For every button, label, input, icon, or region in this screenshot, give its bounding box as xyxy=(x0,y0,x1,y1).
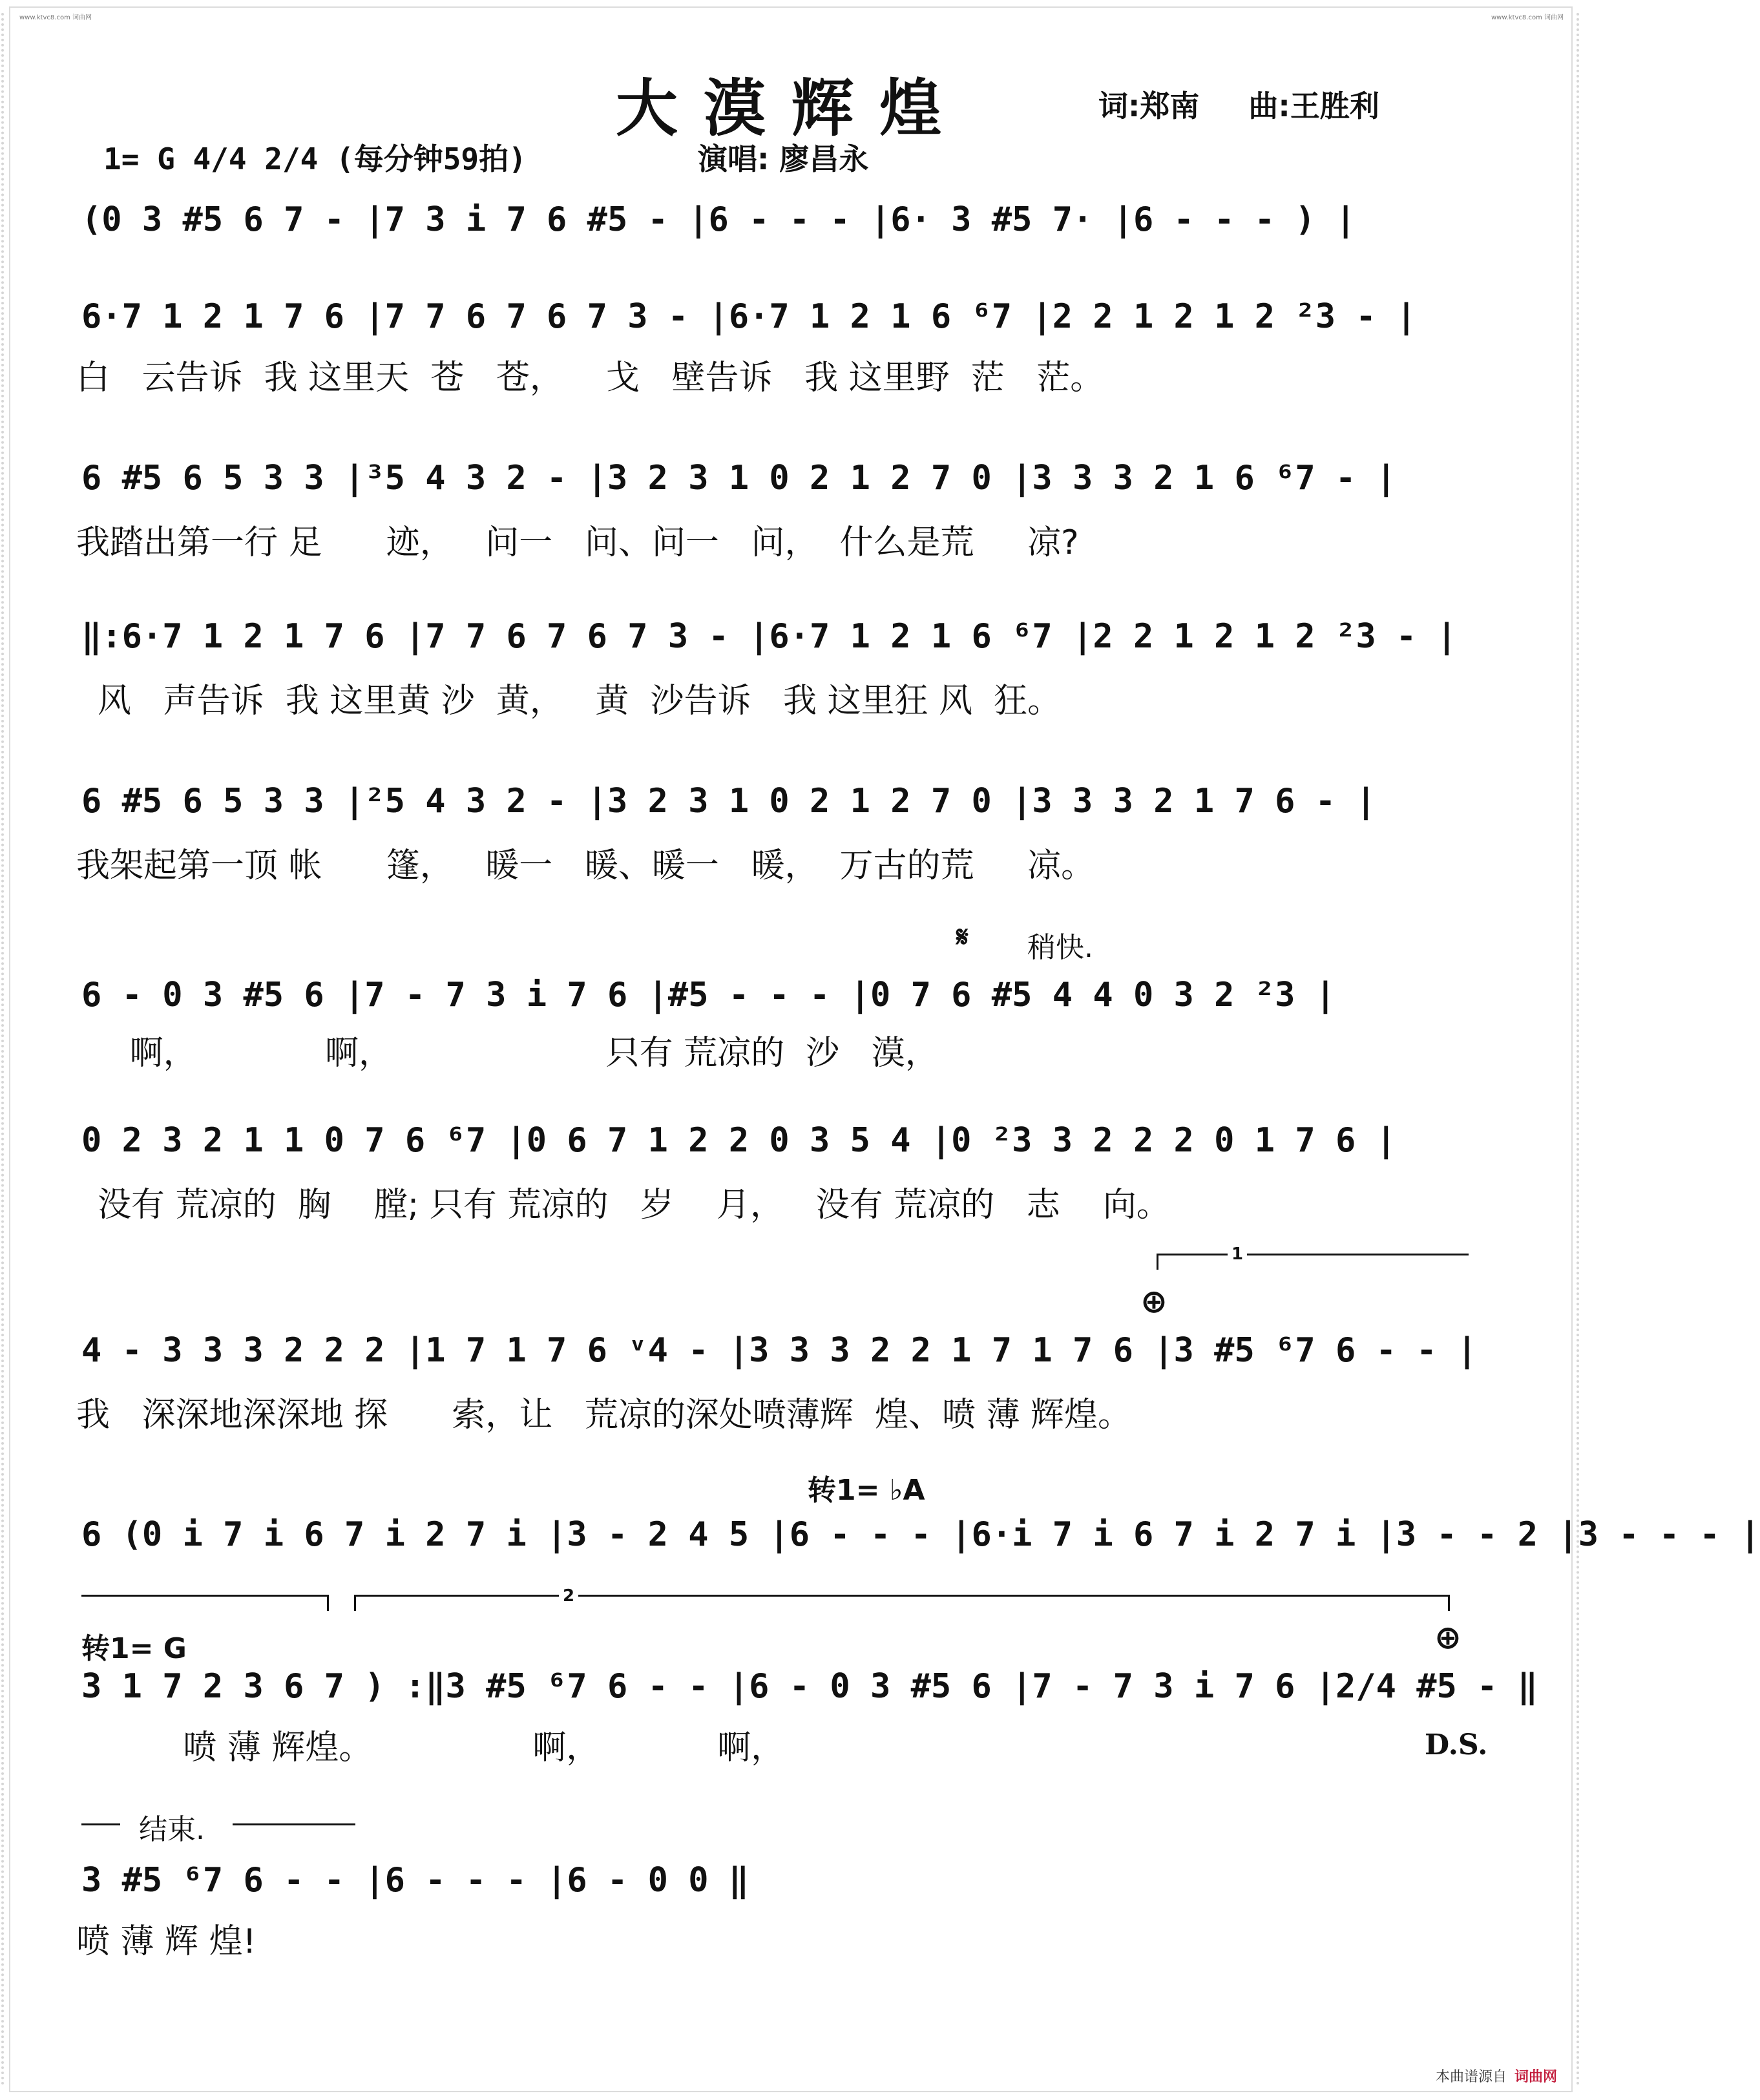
volta-2-number: 2 xyxy=(559,1586,578,1606)
volta-1-number: 1 xyxy=(1228,1244,1247,1264)
score-row-4-notes: ‖:6·7 1 2 1 7 6 |7 7 6 7 6 7 3 - |6·7 1 2 1 6 ⁶7 |2 2 1 2 1 2 ²3 - | xyxy=(81,617,1457,656)
composer: 曲:王胜利 xyxy=(1248,89,1379,123)
score-row-3-lyrics: 我踏出第一行 足 迹， 问一 问、问一 问， 什么是荒 凉? xyxy=(76,523,1079,562)
score-row-7-lyrics: 没有 荒凉的 胸 膛; 只有 荒凉的 岁 月， 没有 荒凉的 志 向。 xyxy=(76,1186,1170,1224)
score-row-8-lyrics: 我 深深地深深地 探 索，让 荒凉的深处喷薄辉 煌、喷 薄 辉煌。 xyxy=(76,1396,1131,1434)
score-row-6-lyrics: 啊， 啊， 只有 荒凉的 沙 漠， xyxy=(76,1034,939,1073)
ending-label: 结束. xyxy=(139,1813,205,1846)
key-tempo: 1= G 4/4 2/4 (每分钟59拍) xyxy=(103,142,527,176)
score-row-2-lyrics: 白 云告诉 我 这里天 苍 苍， 戈 壁告诉 我 这里野 茫 茫。 xyxy=(76,359,1104,397)
score-row-1-notes: (0 3 #5 6 7 - |7 3 i 7 6 #5 - |6 - - - |6· 3 #5 7· |6 - - - ) | xyxy=(81,200,1356,239)
footer-site: 词曲网 xyxy=(1514,2069,1557,2085)
score-row-9-notes: 6 (0 i 7 i 6 7 i 2 7 i |3 - 2 4 5 |6 - - - |6·i 7 i 6 7 i 2 7 i |3 - - 2 |3 - - - | xyxy=(81,1515,1760,1554)
segno-symbol: 𝄋 xyxy=(956,921,969,954)
coda-symbol-1: ⊕ xyxy=(1140,1283,1168,1320)
footer-source: 本曲谱源自 xyxy=(1435,2069,1507,2085)
singer: 演唱: 廖昌永 xyxy=(698,142,869,176)
ending-line-right xyxy=(233,1823,355,1825)
score-row-5-lyrics: 我架起第一顶 帐 篷， 暖一 暖、暖一 暖， 万古的荒 凉。 xyxy=(76,846,1095,885)
tempo-faster: 稍快. xyxy=(1027,931,1093,964)
ending-line-left xyxy=(81,1823,120,1825)
score-row-6-notes: 6 - 0 3 #5 6 |7 - 7 3 i 7 6 |#5 - - - |0 7 6 #5 4 4 0 3 2 ²3 | xyxy=(81,976,1336,1014)
volta-2-bracket xyxy=(354,1595,1450,1611)
score-row-8-notes: 4 - 3 3 3 2 2 2 |1 7 1 7 6 ᵛ4 - |3 3 3 2 2 1 7 1 7 6 |3 #5 ⁶7 6 - - | xyxy=(81,1331,1478,1370)
dal-segno: D.S. xyxy=(1425,1728,1488,1761)
song-title: 大漠辉煌 xyxy=(616,72,967,145)
score-row-10-notes: 3 1 7 2 3 6 7 ) :‖3 #5 ⁶7 6 - - |6 - 0 3 #5 6 |7 - 7 3 i 7 6 |2/4 #5 - ‖ xyxy=(81,1667,1538,1706)
lyricist: 词:郑南 xyxy=(1098,89,1200,123)
right-border-dots xyxy=(1577,13,1583,2087)
score-row-4-lyrics: 风 声告诉 我 这里黄 沙 黄， 黄 沙告诉 我 这里狂 风 狂。 xyxy=(76,682,1062,720)
modulation-g: 转1= G xyxy=(81,1632,187,1665)
score-row-7-notes: 0 2 3 2 1 1 0 7 6 ⁶7 |0 6 7 1 2 2 0 3 5 4 |0 ²3 3 2 2 2 0 1 7 6 | xyxy=(81,1121,1396,1160)
score-row-10-lyrics: 喷 薄 辉煌。 啊， 啊， xyxy=(76,1728,785,1767)
song-credits xyxy=(1098,83,1418,125)
site-watermark-left: www.ktvc8.com 词曲网 xyxy=(19,14,92,21)
volta-1-bracket xyxy=(1157,1254,1469,1270)
left-border-dots xyxy=(1,13,8,2087)
score-row-11-notes: 3 #5 ⁶7 6 - - |6 - - - |6 - 0 0 ‖ xyxy=(81,1861,749,1900)
score-row-5-notes: 6 #5 6 5 3 3 |²5 4 3 2 - |3 2 3 1 0 2 1 2 7 0 |3 3 3 2 1 7 6 - | xyxy=(81,782,1376,821)
modulation-a-flat: 转1= ♭A xyxy=(808,1474,925,1507)
volta-1-bracket-end xyxy=(81,1595,329,1611)
score-row-3-notes: 6 #5 6 5 3 3 |³5 4 3 2 - |3 2 3 1 0 2 1 2 7 0 |3 3 3 2 1 6 ⁶7 - | xyxy=(81,459,1396,498)
site-watermark-right: www.ktvc8.com 词曲网 xyxy=(1491,14,1564,21)
score-row-11-lyrics: 喷 薄 辉 煌! xyxy=(76,1922,257,1961)
source-footer xyxy=(1436,2066,1557,2086)
coda-symbol-2: ⊕ xyxy=(1434,1619,1461,1656)
score-row-2-notes: 6·7 1 2 1 7 6 |7 7 6 7 6 7 3 - |6·7 1 2 1 6 ⁶7 |2 2 1 2 1 2 ²3 - | xyxy=(81,297,1417,336)
